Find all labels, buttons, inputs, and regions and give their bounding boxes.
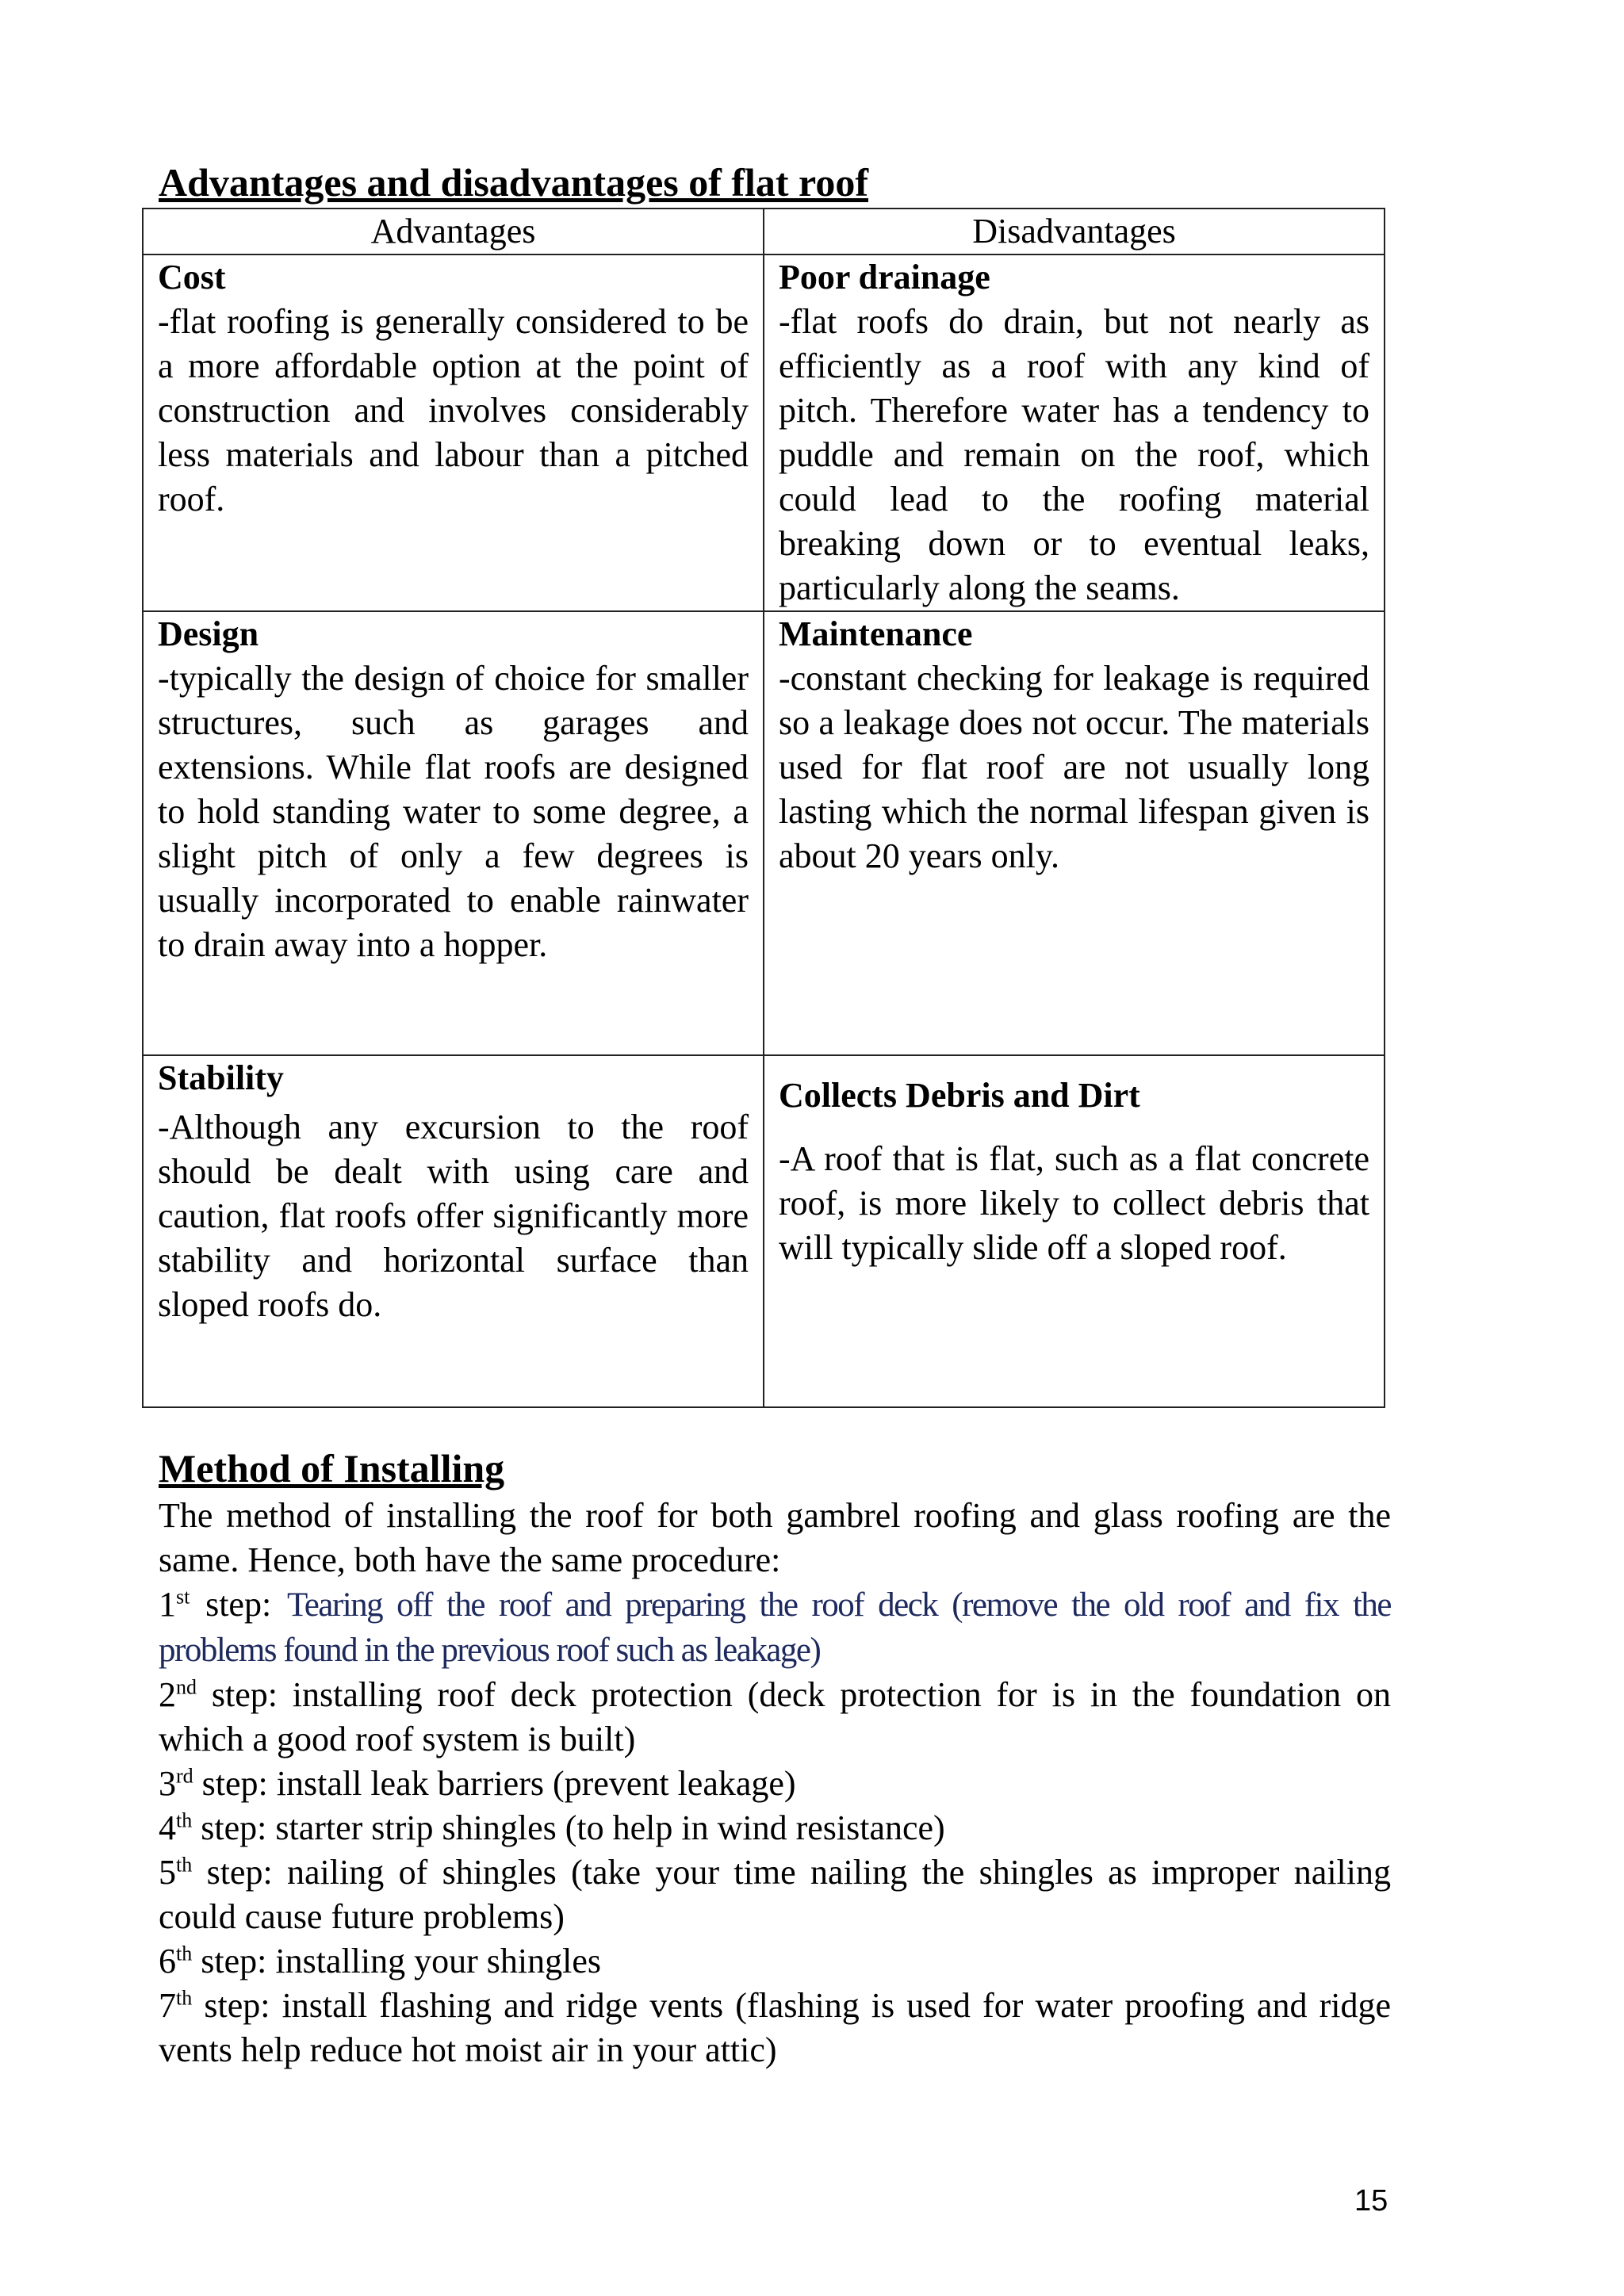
header-advantages: Advantages [143,209,764,254]
advantage-text: -typically the design of choice for smaller structures, such as garages and extensions. While flat roofs are designed to hold standing water to some degree, a slight pitch of only a few degrees is usually incorporated to enable rainwater to drain away into a hopper. [158,659,749,964]
disadvantage-text: -flat roofs do drain, but not nearly as efficiently as a roof with any kind of pitch. Therefore water has a tendency to puddle and remain on the roof, which could lead to the roofing material breaking down or to eventual leaks, particularly along the seams. [779,302,1369,607]
disadvantage-title: Poor drainage [779,258,990,297]
table-header-row [143,209,1385,254]
page-number: 15 [1354,2184,1388,2218]
disadvantage-text: -constant checking for leakage is required so a leakage does not occur. The materials used for flat roof are not usually long lasting which the normal lifespan given is about 20 years only. [779,659,1369,875]
install-step-text: installing roof deck protection (deck protection for is in the foundation on which a good roof system is built) [159,1675,1391,1758]
install-step: 7th step: install flashing and ridge vents (flashing is used for water proofing and ridge vents help reduce hot moist air in your attic) [159,1986,1391,2069]
installing-body [159,1494,1391,2072]
advantage-text: -Although any excursion to the roof should be dealt with using care and caution, flat roofs offer significantly more stability and horizontal surface than sloped roofs do. [158,1108,749,1324]
advantages-disadvantages-table [142,208,1385,1408]
install-step-text: install leak barriers (prevent leakage) [276,1764,796,1803]
header-disadvantages: Disadvantages [764,209,1385,254]
disadvantage-cell [764,254,1385,611]
install-step: 3rd step: install leak barriers (prevent leakage) [159,1764,796,1803]
install-step-text: Tearing off the roof and preparing the roof deck (remove the old roof and fix the problems found in the previous roof such as leakage) [159,1586,1391,1669]
install-step: 1st step: Tearing off the roof and preparing the roof deck (remove the old roof and fix the problems found in the previous roof such as leakage) [159,1585,1391,1669]
advantage-cell [143,611,764,1055]
advantage-cell [143,1055,764,1407]
table-row [143,254,1385,611]
disadvantage-cell [764,1055,1385,1407]
advantage-cell [143,254,764,611]
install-step-text: install flashing and ridge vents (flashing is used for water proofing and ridge vents help reduce hot moist air in your attic) [159,1986,1391,2069]
section-title-installing: Method of Installing [159,1446,505,1490]
install-step-text: starter strip shingles (to help in wind resistance) [275,1808,945,1847]
install-step: 6th step: installing your shingles [159,1942,601,1980]
advantage-title: Cost [158,258,226,297]
advantage-title: Design [158,614,259,653]
installing-intro: The method of installing the roof for both gambrel roofing and glass roofing are the same. Hence, both have the same procedure: [159,1496,1391,1579]
install-step: 5th step: nailing of shingles (take your time nailing the shingles as improper nailing could cause future problems) [159,1853,1391,1936]
install-step: 4th step: starter strip shingles (to help in wind resistance) [159,1808,945,1847]
install-step-text: installing your shingles [275,1942,601,1980]
disadvantage-cell [764,611,1385,1055]
page-title: Advantages and disadvantages of flat roof [159,160,868,205]
table-row [143,1055,1385,1407]
disadvantage-title: Collects Debris and Dirt [779,1076,1140,1115]
install-step-text: nailing of shingles (take your time nailing the shingles as improper nailing could cause future problems) [159,1853,1391,1936]
install-step: 2nd step: installing roof deck protection (deck protection for is in the foundation on which a good roof system is built) [159,1675,1391,1758]
disadvantage-title: Maintenance [779,614,973,653]
advantage-text: -flat roofing is generally considered to be a more affordable option at the point of construction and involves considerably less materials and labour than a pitched roof. [158,302,749,519]
table-row [143,611,1385,1055]
disadvantage-text: -A roof that is flat, such as a flat concrete roof, is more likely to collect debris that will typically slide off a sloped roof. [779,1139,1369,1267]
advantage-title: Stability [158,1058,284,1097]
